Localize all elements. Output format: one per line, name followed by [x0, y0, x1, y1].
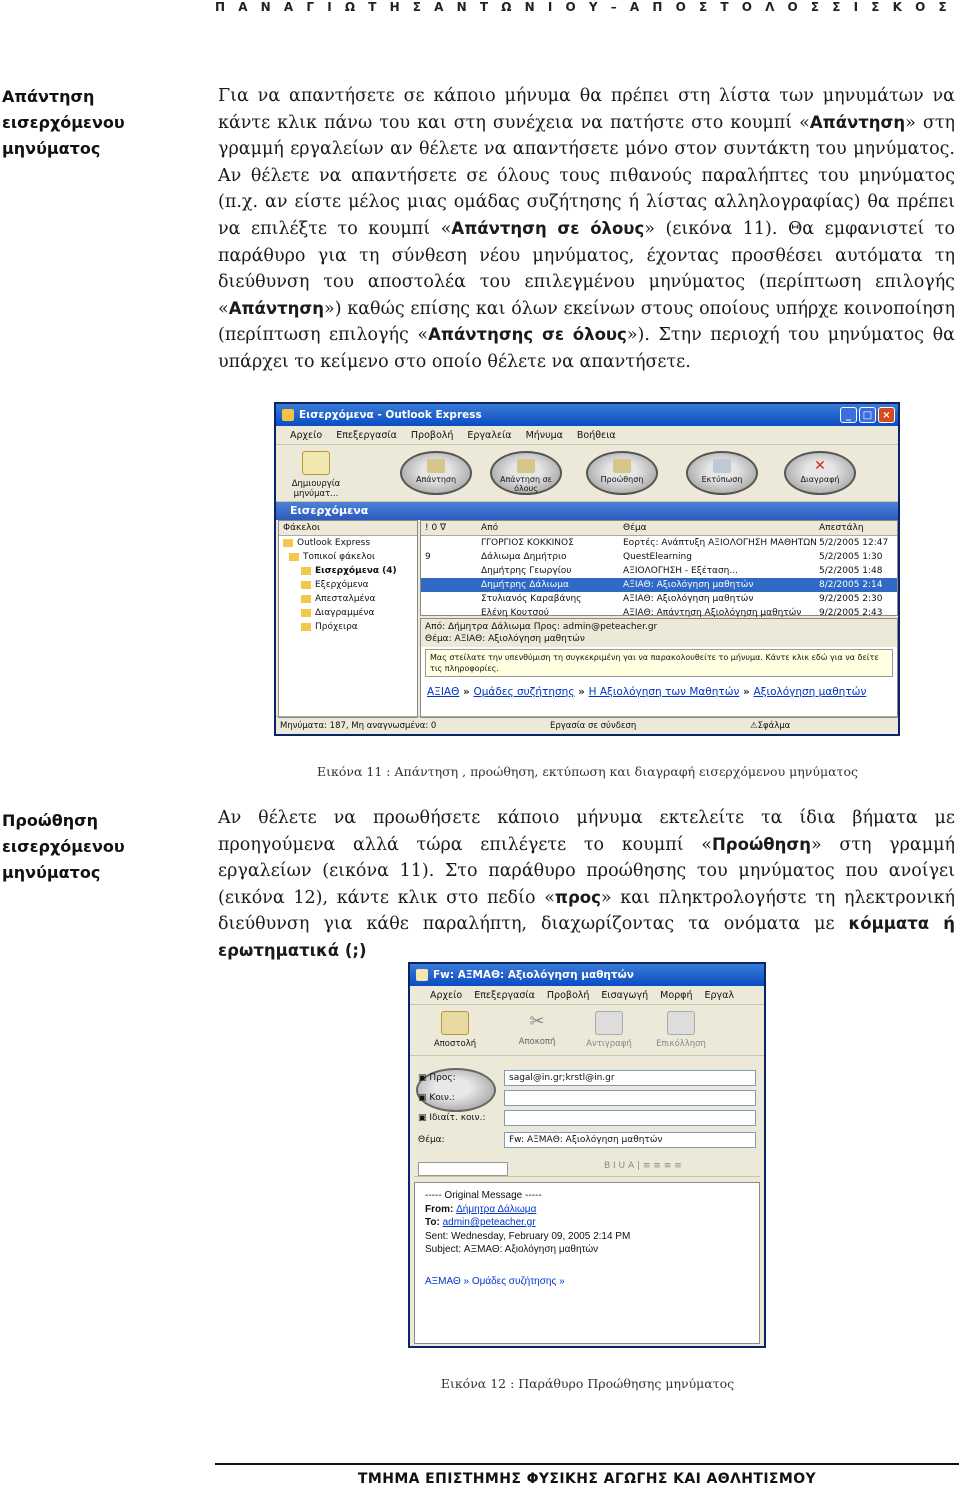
copy-button[interactable] — [582, 1011, 636, 1049]
outlook-app-icon — [282, 409, 294, 421]
folder-icon — [283, 539, 293, 547]
message-subject: ΑΞΙΟΛΟΓΗΣΗ - Εξέταση... — [623, 566, 738, 576]
reply-all-icon — [517, 459, 535, 473]
outbox-icon — [301, 581, 311, 589]
bold-term: Προώθηση — [712, 834, 811, 854]
folder-label: Τοπικοί φάκελοι — [303, 552, 376, 562]
text-run: ») καθώς επίσης και όλων εκείνων στους οποίους υπήρχε κοινοποίηση (περίπτωση επιλογής « — [218, 298, 955, 346]
original-message-divider: ----- Original Message ----- — [425, 1190, 542, 1201]
message-from: Δάλιωμα Δημήτριο — [481, 552, 567, 562]
drafts-icon — [301, 623, 311, 631]
message-date: 9/2/2005 2:43 — [819, 608, 883, 618]
preview-subject: Θέμα: ΑΞΙΑΘ: Αξιολόγηση μαθητών — [425, 634, 585, 644]
menu-format[interactable]: Μορφή — [660, 989, 693, 1001]
column-header-from[interactable]: Από — [481, 523, 499, 533]
message-subject: QuestElearning — [623, 552, 692, 562]
copy-icon — [595, 1011, 623, 1035]
info-bar[interactable]: Μας στείλατε την υπενθύμιση τη συγκεκριμένη γαι να παρακολουθείτε το μήνυμα. Κάντε κλικ εδώ για να δείτε τις πληροφορίες. — [425, 649, 893, 677]
folder-item[interactable] — [279, 606, 417, 620]
window-title: Εισερχόμενα - Outlook Express — [299, 409, 482, 421]
section-title-line: μηνύματος — [2, 863, 101, 882]
section-title-reply — [2, 84, 142, 162]
section-title-line: μηνύματος — [2, 139, 101, 158]
button-label: Διαγραφή — [800, 475, 840, 484]
field-label: Κοιν.: — [429, 1093, 455, 1103]
sent-icon — [301, 595, 311, 603]
field-label: Ιδιαίτ. κοιν.: — [429, 1113, 486, 1123]
minimize-button[interactable]: _ — [840, 407, 857, 423]
text-run: »). Στην περιοχή του μηνύματος θα υπάρχει το κείμενο στο οποίο θέλετε να απαντήσετε. — [218, 325, 955, 372]
message-from: Δημήτρης Δάλιωμα — [481, 580, 569, 590]
forward-icon — [613, 459, 631, 473]
folder-item-inbox[interactable] — [279, 564, 417, 578]
folder-item[interactable] — [279, 578, 417, 592]
menu-bar — [410, 986, 764, 1005]
message-flag — [421, 564, 481, 578]
preview-pane — [420, 618, 898, 718]
folder-item[interactable] — [279, 550, 417, 564]
subject-label: Θέμα: — [418, 1135, 445, 1145]
section-title-line: Προώθηση — [2, 811, 98, 830]
status-message-count: Μηνύματα: 187, Μη αναγνωσμένα: 0 — [280, 720, 437, 731]
trash-icon — [301, 609, 311, 617]
current-folder-bar: Εισερχόμενα — [276, 502, 898, 520]
bold-term: προς — [554, 887, 601, 907]
format-buttons[interactable]: B I U A | ≡ ≡ ≡ ≡ — [604, 1161, 682, 1171]
window-title: Fw: ΑΞΜΑΘ: Αξιολόγηση μαθητών — [433, 969, 634, 981]
subject-field[interactable]: Fw: ΑΞΜΑΘ: Αξιολόγηση μαθητών — [504, 1132, 756, 1148]
bcc-field[interactable] — [504, 1110, 756, 1126]
button-label: Αντιγραφή — [586, 1039, 632, 1049]
preview-header — [421, 619, 897, 647]
column-header-subject[interactable]: Θέμα — [623, 523, 647, 533]
message-row[interactable] — [421, 578, 897, 592]
from-link[interactable]: Δήμητρα Δάλιωμα — [456, 1203, 537, 1215]
menu-tools[interactable]: Εργαλεία — [467, 429, 512, 441]
folder-item[interactable] — [279, 592, 417, 606]
message-date: 5/2/2005 1:48 — [819, 566, 883, 576]
to-label[interactable] — [418, 1070, 456, 1086]
bold-term: Απάντηση — [228, 298, 324, 318]
body-label: To: — [425, 1217, 443, 1228]
field-label: Προς: — [429, 1073, 456, 1083]
folder-label: Διαγραμμένα — [315, 608, 375, 618]
section-title-line: εισερχόμενου — [2, 113, 125, 132]
address-book-icon: ▣ — [418, 1073, 430, 1083]
message-row[interactable] — [421, 550, 897, 564]
message-row[interactable] — [421, 564, 897, 578]
bold-term: Απάντηση σε όλους — [451, 218, 645, 238]
original-to — [425, 1216, 749, 1230]
section-title-line: Απάντηση — [2, 87, 95, 106]
menu-view[interactable]: Προβολή — [410, 429, 454, 441]
message-subject: ΑΞΙΑΘ: Αξιολόγηση μαθητών — [623, 580, 754, 590]
column-header-sent[interactable]: Απεστάλη — [819, 523, 864, 533]
address-book-icon: ▣ — [418, 1093, 430, 1103]
body-breadcrumb[interactable]: ΑΞΜΑΘ » Ομάδες συζήτησης » — [425, 1275, 565, 1287]
font-select[interactable] — [418, 1162, 508, 1176]
forward-button[interactable] — [586, 451, 658, 495]
to-link[interactable]: admin@peteacher.gr — [442, 1217, 536, 1228]
button-label: Απάντηση σε όλους — [500, 475, 552, 493]
folder-label: Εξερχόμενα — [315, 580, 369, 590]
section-title-line: εισερχόμενου — [2, 837, 125, 856]
menu-tools[interactable]: Εργαλ — [704, 989, 735, 1001]
folder-item[interactable] — [279, 536, 417, 550]
new-mail-icon — [302, 451, 330, 475]
status-connection: Εργασία σε σύνδεση — [550, 720, 637, 731]
menu-bar — [276, 426, 898, 445]
bold-term: κόμματα ή ερωτηματικά (;) — [218, 914, 955, 960]
folder-label: Απεσταλμένα — [315, 594, 376, 604]
folders-pane — [278, 520, 418, 718]
original-sent: Sent: Wednesday, February 09, 2005 2:14 PM — [425, 1230, 631, 1242]
menu-edit[interactable]: Επεξεργασία — [474, 989, 535, 1001]
scissors-icon: ✂ — [529, 1011, 545, 1032]
reply-paragraph — [218, 83, 955, 376]
message-from: ΓΓΟΡΓΙΟΣ ΚΟΚΚΙΝΟΣ — [481, 538, 574, 548]
text-run: Για να απαντήσετε σε κάποιο μήνυμα θα πρέπει στη λίστα των μηνυμάτων να κάντε κλικ πάνω του και στη συνέχεια να πατήστε στο κουμπί « — [218, 86, 955, 133]
breadcrumb-link[interactable]: ΑΞΙΑΘ — [427, 686, 460, 698]
message-date: 5/2/2005 12:47 — [819, 538, 889, 548]
printer-icon — [713, 459, 731, 473]
message-flag: 9 — [425, 552, 431, 562]
message-date: 9/2/2005 2:30 — [819, 594, 883, 604]
text-run: Αν θέλετε να προωθήσετε κάποιο μήνυμα εκτελείτε τα ίδια βήματα με προηγούμενα αλλά τώρα επιλέγετε το κουμπί « — [218, 808, 955, 855]
page-header: Π Α Ν Α Γ Ι Ω Τ Η Σ Α Ν Τ Ω Ν Ι Ο Υ – Α Π Ο Σ Τ Ο Λ Ο Σ Σ Ι Σ Κ Ο Σ — [215, 0, 952, 14]
folder-icon — [289, 553, 299, 561]
message-icon — [416, 969, 428, 981]
message-row[interactable] — [421, 592, 897, 606]
button-label: Προώθηση — [600, 475, 644, 484]
figure-11-caption: Εικόνα 11 : Απάντηση , προώθηση, εκτύπωση και διαγραφή εισερχόμενου μηνύματος — [317, 764, 858, 779]
folder-label: Εισερχόμενα (4) — [315, 566, 397, 576]
close-button[interactable]: × — [878, 407, 895, 423]
preview-breadcrumb: ΑΞΙΑΘ » Ομάδες συζήτησης » Η Αξιολόγηση των Μαθητών » Αξιολόγηση μαθητών — [427, 686, 867, 698]
folder-item[interactable] — [279, 620, 417, 634]
main-toolbar — [276, 445, 898, 502]
message-date: 5/2/2005 1:30 — [819, 552, 883, 562]
message-subject: ΑΞΙΑΘ: Αξιολόγηση μαθητών — [623, 594, 754, 604]
cc-field[interactable] — [504, 1090, 756, 1106]
message-from: Στυλιανός Καραβάνης — [481, 594, 582, 604]
status-error: Σφάλμα — [757, 720, 791, 731]
page-footer: ΤΜΗΜΑ ΕΠΙΣΤΗΜΗΣ ΦΥΣΙΚΗΣ ΑΓΩΓΗΣ ΚΑΙ ΑΘΛΗΤΙΣΜΟΥ — [357, 1471, 817, 1487]
menu-file[interactable]: Αρχείο — [430, 989, 463, 1001]
message-flag — [421, 536, 481, 550]
button-label: Δημιουργία μηνύματ... — [291, 479, 341, 499]
bold-term: Απάντησης σε όλους — [428, 325, 627, 345]
print-button[interactable] — [686, 451, 758, 495]
menu-edit[interactable]: Επεξεργασία — [336, 429, 397, 441]
section-title-forward — [2, 808, 142, 886]
paste-icon — [667, 1011, 695, 1035]
to-field[interactable]: sagal@in.gr;krstl@in.gr — [504, 1070, 756, 1086]
new-message-button[interactable] — [286, 451, 346, 499]
delete-button[interactable] — [784, 451, 856, 495]
text-run: » (εικόνα 11). Θα εμφανιστεί το παράθυρο για τη σύνθεση νέου μηνύματος, έχοντας προσθέσει αυτόματα τη διεύθυνση του αποστολέα του επιλεγμένου μηνύματος (περίπτωση επιλογής « — [218, 218, 955, 319]
inbox-icon — [301, 567, 311, 575]
breadcrumb-link[interactable]: Η Αξιολόγηση των Μαθητών — [588, 686, 740, 698]
message-flag — [421, 578, 481, 592]
button-label: Αποστολή — [433, 1039, 477, 1049]
message-body[interactable] — [414, 1182, 760, 1344]
footer-rule — [215, 1463, 959, 1465]
reply-icon — [427, 459, 445, 473]
breadcrumb-link[interactable]: Ομάδες συζήτησης — [473, 686, 575, 698]
message-from: Δημήτρης Γεωργίου — [481, 566, 572, 576]
reply-all-button[interactable] — [490, 451, 562, 495]
compose-toolbar — [410, 1005, 764, 1056]
warning-icon: ⚠ — [750, 720, 758, 731]
folder-label: Πρόχειρα — [315, 622, 358, 632]
message-date: 8/2/2005 2:14 — [819, 580, 883, 590]
paste-button[interactable] — [654, 1011, 708, 1049]
folders-header: Φάκελοι — [279, 521, 417, 536]
address-book-icon: ▣ — [418, 1113, 430, 1123]
button-label: Εκτύπωση — [701, 475, 743, 484]
menu-view[interactable]: Προβολή — [546, 989, 590, 1001]
folder-label: Outlook Express — [297, 538, 371, 548]
breadcrumb-link[interactable]: Αξιολόγηση μαθητών — [753, 686, 867, 698]
format-toolbar — [414, 1160, 760, 1177]
text-run: » στη γραμμή εργαλείων (εικόνα 11). Στο παράθυρο προώθησης του μηνύματος που ανοίγει (εικόνα 12), κάντε κλικ στο πεδίο « — [218, 834, 955, 908]
message-list — [420, 520, 898, 616]
delete-x-icon: ✕ — [814, 458, 826, 474]
button-label: Απάντηση — [415, 475, 457, 484]
menu-file[interactable]: Αρχείο — [290, 429, 323, 441]
cc-label[interactable] — [418, 1090, 455, 1106]
body-label: From: — [425, 1203, 457, 1215]
column-header-flags[interactable]: ! 0 ∇ — [425, 523, 447, 533]
reply-button[interactable] — [400, 451, 472, 495]
window-titlebar — [410, 964, 764, 986]
status-bar — [276, 716, 898, 734]
text-run: » και πληκτρολογήστε τη ηλεκτρονική διεύθυνση για κάθε παραλήπτη, διαχωρίζοντας τα ονόματα με — [218, 887, 955, 935]
window-titlebar — [276, 404, 898, 426]
send-icon — [441, 1011, 469, 1035]
bold-term: Απάντηση — [809, 112, 906, 132]
forward-paragraph — [218, 805, 955, 965]
maximize-button[interactable]: □ — [859, 407, 876, 423]
text-run: » στη γραμμή εργαλείων αν θέλετε να απαντήσετε μόνο στον συντάκτη του μηνύματος. Αν θέλετε να απαντήσετε σε όλους τους πιθανούς παραλήπτες του μηνύματος (π.χ. αν είστε μέλος μιας ομάδας συζήτησης ή λίστας αλληλογραφίας) θα πρέπει να επιλέξτε το κουμπί « — [218, 112, 955, 239]
outlook-express-window — [274, 402, 900, 736]
menu-help[interactable]: Βοήθεια — [576, 429, 616, 441]
figure-12-caption: Εικόνα 12 : Παράθυρο Προώθησης μηνύματος — [440, 1376, 735, 1391]
cut-button[interactable] — [510, 1011, 564, 1047]
bcc-label[interactable] — [418, 1110, 485, 1126]
message-list-header — [421, 521, 897, 536]
original-from — [425, 1203, 749, 1217]
forward-message-window — [408, 962, 766, 1348]
message-subject: Εορτές: Ανάπτυξη ΑΞΙΟΛΟΓΗΣΗ ΜΑΘΗΤΩΝ — [623, 538, 817, 548]
message-subject: ΑΞΙΑΘ: Απάντηση Αξιολόγηση μαθητών — [623, 608, 802, 618]
send-button[interactable] — [428, 1011, 482, 1049]
message-flag — [421, 592, 481, 606]
menu-insert[interactable]: Εισαγωγή — [601, 989, 649, 1001]
message-row[interactable] — [421, 536, 897, 550]
message-from: Ελένη Κουτσού — [481, 608, 549, 618]
preview-from: Από: Δήμητρα Δάλιωμα Προς: admin@peteacher.gr — [425, 622, 658, 632]
button-label: Επικόλληση — [656, 1039, 706, 1049]
button-label: Αποκοπή — [518, 1037, 556, 1047]
menu-message[interactable]: Μήνυμα — [525, 429, 563, 441]
original-subject: Subject: ΑΞΜΑΘ: Αξιολόγηση μαθητών — [425, 1244, 599, 1255]
